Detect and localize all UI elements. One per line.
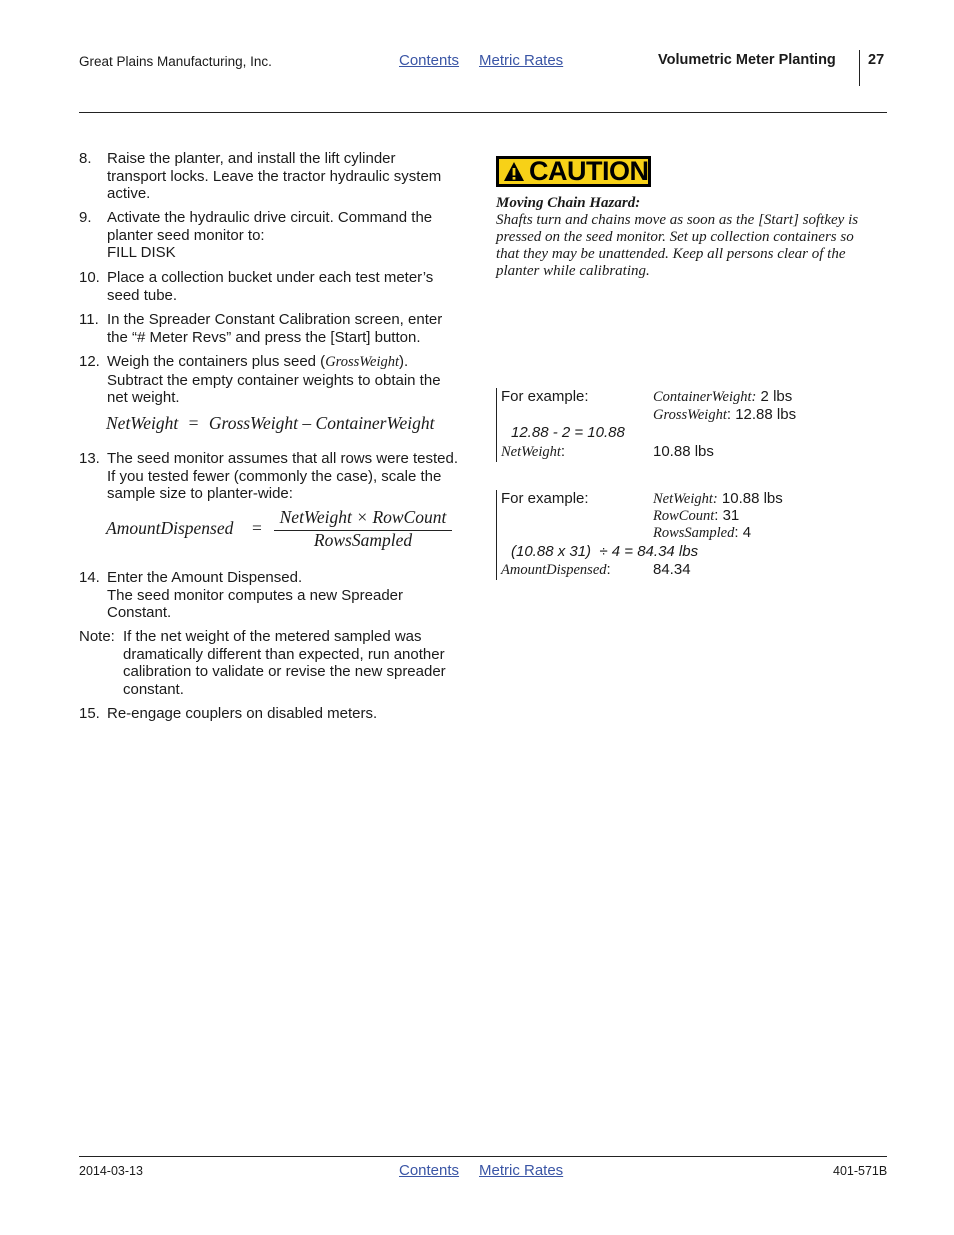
formula-lhs: NetWeight (106, 413, 179, 433)
header-rule (79, 112, 887, 113)
example2-result-value: 84.34 (653, 561, 691, 578)
example1-result-value: 10.88 lbs (653, 443, 714, 460)
row-count-value: : 31 (714, 507, 740, 524)
step-8-line: transport locks. Leave the tractor hydraulic system (107, 167, 442, 185)
example1-calculation: 12.88 - 2 = 10.88 (511, 424, 625, 441)
step-8-number: 8. (79, 150, 92, 167)
step-14-line: The seed monitor computes a new Spreader (107, 586, 403, 604)
caution-title: Moving Chain Hazard: (496, 195, 641, 211)
step-11-text (107, 311, 442, 346)
step-11-line: In the Spreader Constant Calibration screen, enter (107, 311, 443, 328)
formula2-denominator: RowsSampled (313, 530, 413, 550)
example2-bar (496, 490, 497, 580)
caution-line: pressed on the seed monitor. Set up collection containers so (496, 229, 854, 245)
step-10-line: seed tube. (107, 286, 178, 304)
example1-label: For example: (501, 388, 589, 405)
warning-triangle-icon (503, 161, 525, 182)
step-9-line: planter seed monitor to: (107, 226, 265, 244)
example1-result-label (501, 443, 565, 461)
footer-date: 2014-03-13 (79, 1164, 143, 1178)
step-13-line: The seed monitor assumes that all rows were tested. (107, 450, 458, 467)
footer-contents-link[interactable]: Contents (399, 1162, 460, 1179)
header-metric-rates-link[interactable]: Metric Rates (479, 52, 564, 69)
step-15-line: Re-engage couplers on disabled meters. (107, 705, 378, 722)
note-text (123, 628, 446, 698)
step-12-line: Subtract the empty container weights to obtain the (107, 371, 441, 389)
formula2-lhs: AmountDispensed (106, 518, 234, 538)
step-12-text (107, 353, 441, 407)
footer-doc-number: 401-571B (833, 1164, 888, 1178)
step-14-number: 14. (79, 569, 100, 586)
caution-background (499, 156, 649, 186)
caution-label (496, 156, 651, 187)
step-13-line: If you tested fewer (commonly the case), scale the (107, 467, 442, 485)
header-contents-link[interactable]: Contents (399, 52, 460, 69)
header-company: Great Plains Manufacturing, Inc. (79, 54, 272, 69)
step-8-line: active. (107, 185, 151, 202)
step-12-line (107, 353, 441, 372)
step-9-text (107, 209, 432, 262)
page-number: 27 (868, 52, 885, 68)
step-13-text (107, 450, 458, 503)
net-weight-variable: NetWeight (501, 444, 561, 460)
step-14-line: Enter the Amount Dispensed. (107, 569, 303, 586)
step-13-number: 13. (79, 450, 100, 467)
caution-word: CAUTION (529, 156, 649, 186)
net-weight-formula (106, 413, 434, 434)
step-14-line: Constant. (107, 604, 172, 621)
container-weight-value: 2 lbs (756, 388, 793, 405)
step-12-line: net weight. (107, 389, 180, 406)
step-9-line: Activate the hydraulic drive circuit. Command the (107, 209, 433, 226)
step-9-line: FILL DISK (107, 244, 176, 261)
gross-weight-variable: GrossWeight (653, 407, 727, 423)
step-11-line: the “# Meter Revs” and press the [Start] button. (107, 328, 421, 346)
footer-metric-rates-link[interactable]: Metric Rates (479, 1162, 564, 1179)
step-11-number: 11. (79, 311, 99, 328)
formula2-equals: = (252, 518, 262, 538)
example1-container-weight (653, 388, 792, 406)
note-line: constant. (123, 680, 184, 698)
result-colon: : (606, 561, 611, 578)
gross-weight-value: : 12.88 lbs (726, 406, 797, 423)
formula-rhs: GrossWeight – ContainerWeight (208, 413, 435, 433)
caution-line: Shafts turn and chains move as soon as the [Start] softkey is (496, 212, 859, 228)
formula-equals: = (188, 413, 199, 433)
gross-weight-variable: GrossWeight (325, 354, 400, 370)
step-8-text (107, 150, 441, 203)
note-line: If the net weight of the metered sampled was (123, 628, 422, 645)
caution-line: planter while calibrating. (496, 263, 650, 279)
step-15-number: 15. (79, 705, 100, 722)
note-line: calibration to validate or revise the new spreader (123, 663, 446, 680)
row-count-variable: RowCount (653, 508, 715, 524)
caution-text (496, 212, 858, 280)
note-label: Note: (79, 628, 115, 645)
step-10-number: 10. (79, 269, 100, 286)
example1-gross-weight (653, 406, 796, 424)
rows-sampled-variable: RowsSampled (653, 525, 735, 541)
container-weight-variable: ContainerWeight: (653, 389, 757, 405)
example2-result-label (501, 561, 611, 579)
step-8-line: Raise the planter, and install the lift cylinder (107, 150, 396, 167)
step-14-text (107, 569, 403, 622)
amount-dispensed-variable: AmountDispensed (501, 562, 607, 578)
result-colon: : (560, 443, 566, 460)
example2-label: For example: (501, 490, 589, 507)
step-12-text-pre: Weigh the containers plus seed ( (107, 353, 326, 370)
caution-line: that they may be unattended. Keep all persons clear of the (496, 246, 846, 262)
step-13-line: sample size to planter-wide: (107, 485, 293, 502)
step-12-number: 12. (79, 353, 100, 370)
formula2-numerator: NetWeight × RowCount (279, 507, 447, 527)
step-10-line: Place a collection bucket under each test meter’s (107, 269, 434, 286)
example2-net-weight (653, 490, 783, 508)
example1-bar (496, 388, 497, 462)
footer-rule (79, 1156, 887, 1157)
step-9-number: 9. (79, 209, 92, 226)
net-weight-variable: NetWeight: (653, 491, 718, 507)
header-section-title: Volumetric Meter Planting (658, 52, 836, 68)
net-weight-value: 10.88 lbs (717, 490, 783, 507)
example2-rows-sampled (653, 524, 751, 542)
example2-row-count (653, 507, 739, 525)
header-divider (859, 50, 860, 86)
rows-sampled-value: : 4 (734, 524, 752, 541)
step-15-text (107, 705, 377, 723)
step-10-text (107, 269, 433, 304)
note-line: dramatically different than expected, run another (123, 645, 445, 663)
example2-calculation: (10.88 x 31) ÷ 4 = 84.34 lbs (511, 543, 699, 560)
step-12-text-post: ). (399, 353, 409, 370)
